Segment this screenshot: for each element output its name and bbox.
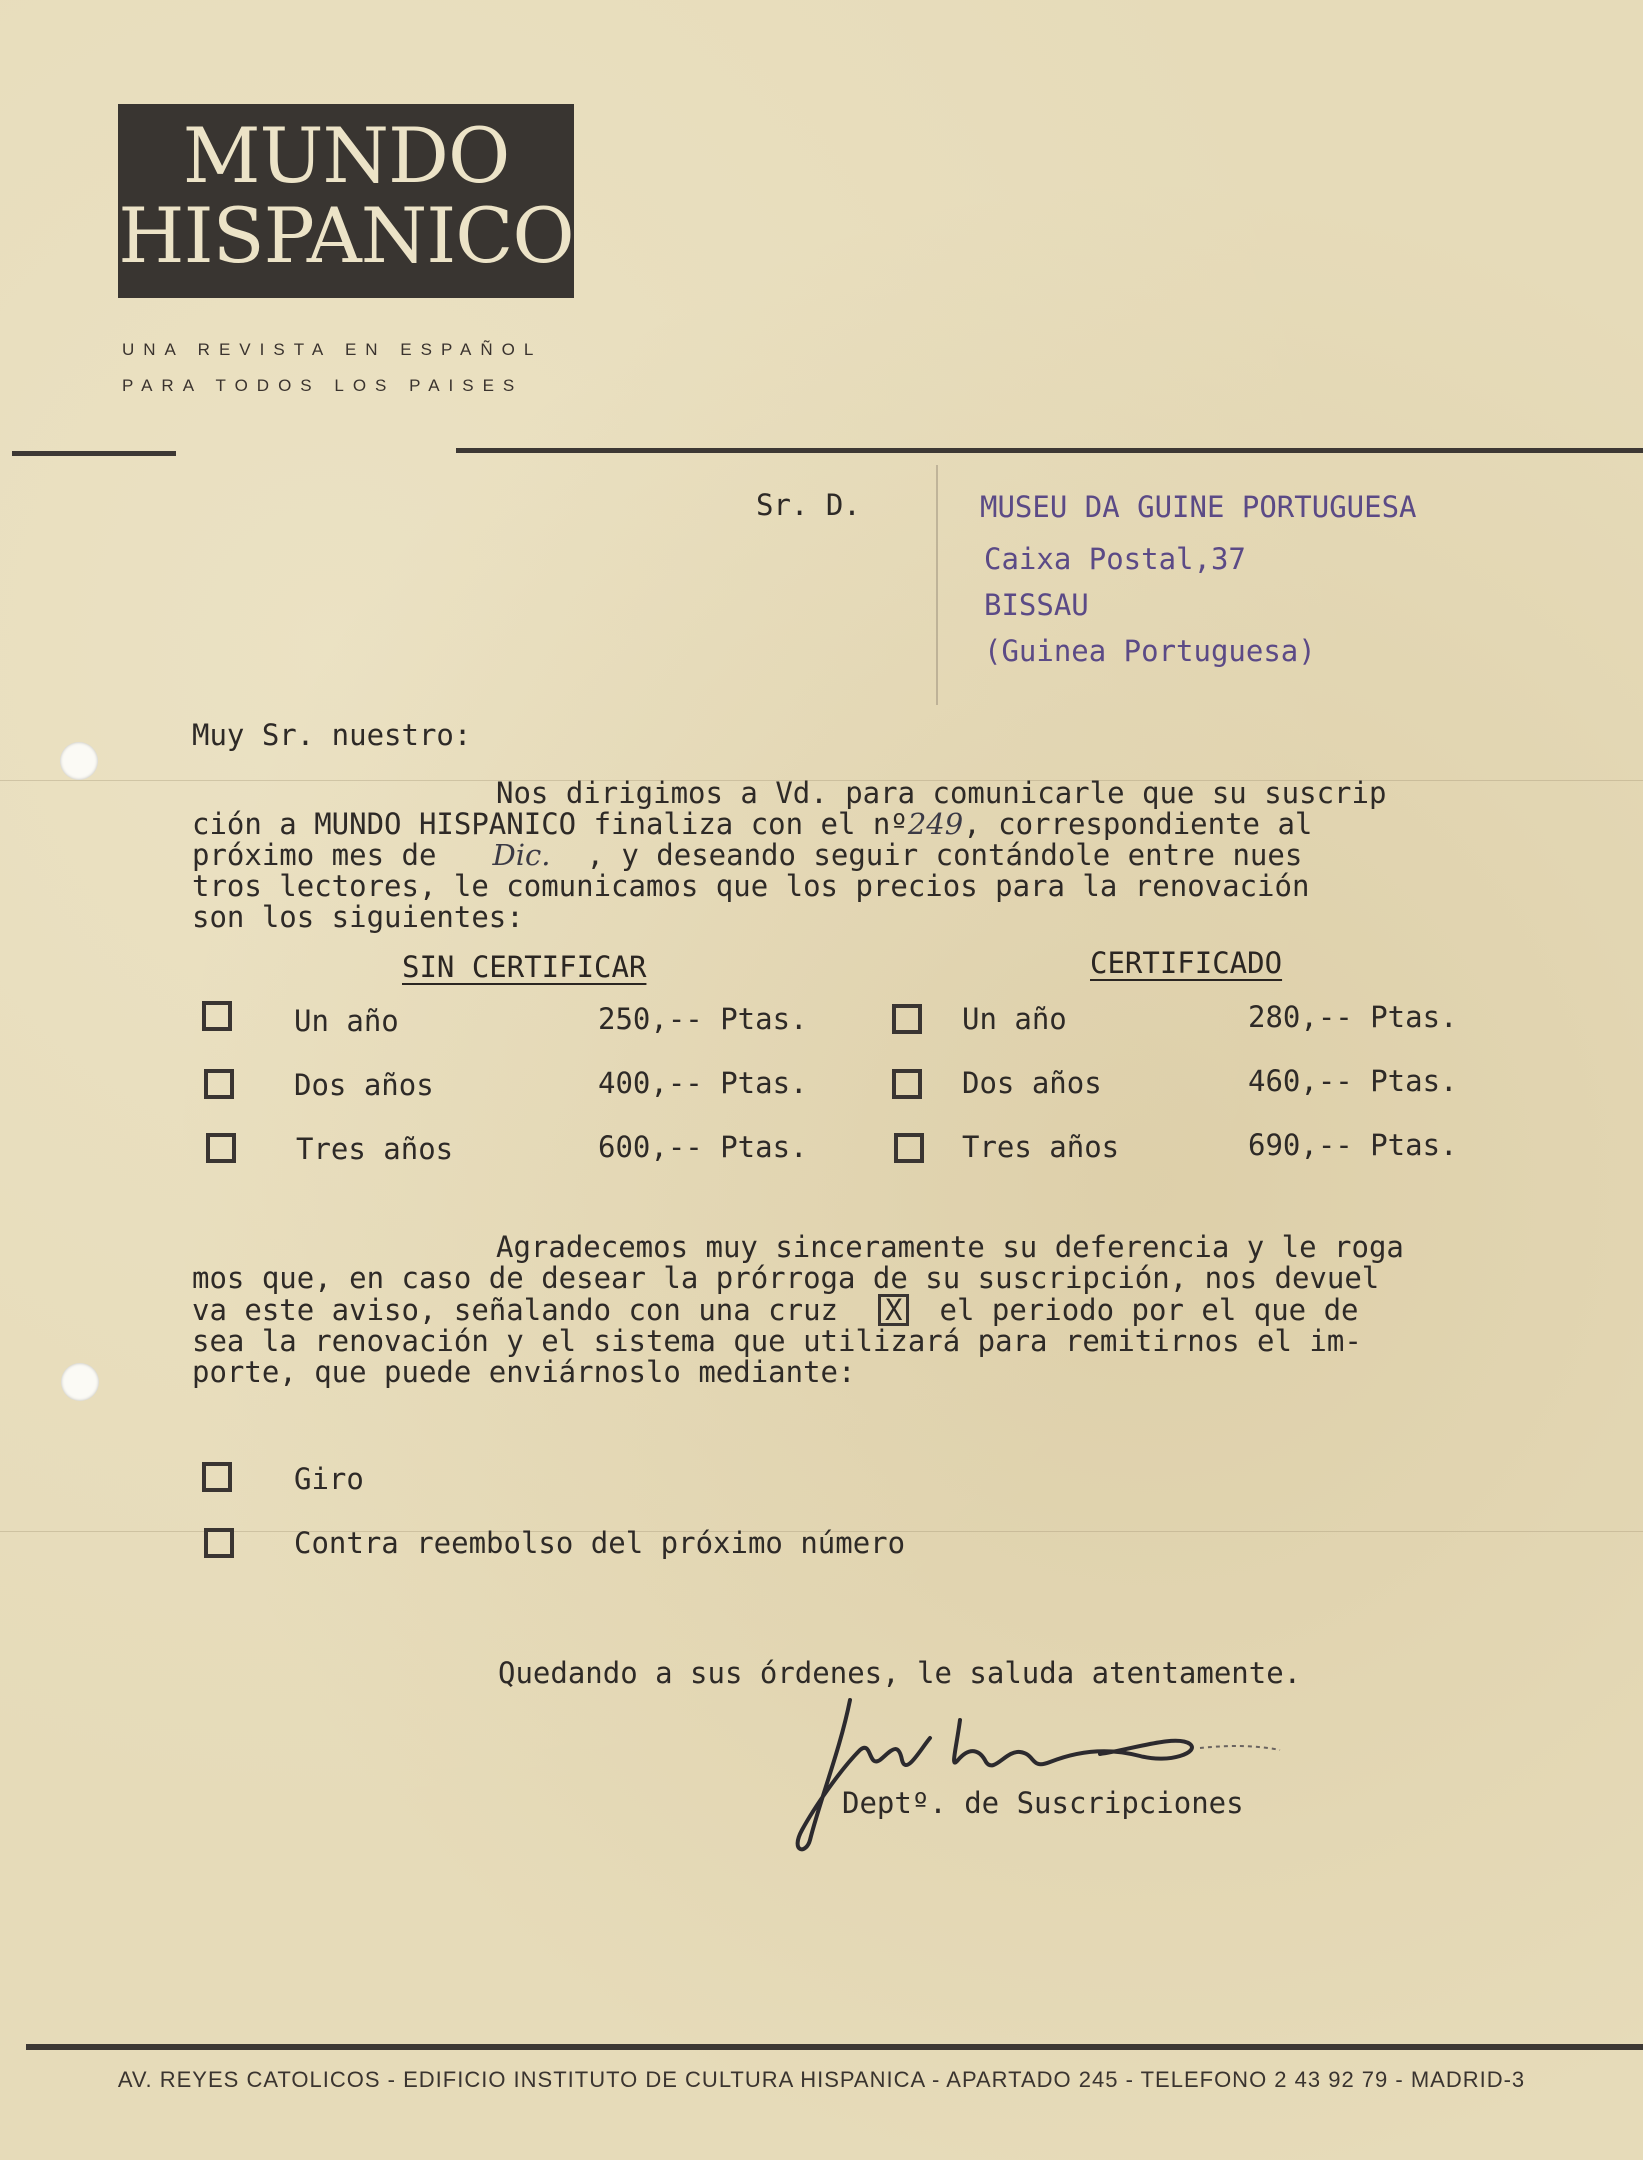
address-divider [936,465,938,705]
row3-price2: 690,-- Ptas. [1248,1128,1458,1162]
row1-label2: Un año [962,1002,1067,1036]
logo-title-line1: MUNDO [182,111,510,200]
p2-line3-a: va este aviso, señalando con una cruz [192,1293,839,1327]
tagline-line1: UNA REVISTA EN ESPAÑOL [122,340,543,359]
p1-line2 [192,809,1572,840]
p1-line3-b: , y deseando seguir contándole entre nues [586,838,1303,872]
row1-label1: Un año [294,1004,399,1038]
header-sin-certificar: SIN CERTIFICAR [402,950,647,984]
header-certificado: CERTIFICADO [1090,946,1283,980]
cross-example-box: X [878,1294,909,1326]
checkbox-cert-dos-anos[interactable] [892,1069,922,1099]
masthead-logo [118,104,574,298]
punch-hole-bottom [61,1363,99,1401]
checkbox-cert-tres-anos[interactable] [894,1133,924,1163]
header-rule-left [12,451,176,456]
row2-label1: Dos años [294,1068,434,1102]
closing-line: Quedando a sus órdenes, le saluda atentamente. [498,1656,1302,1690]
tagline-line2: PARA TODOS LOS PAISES [122,376,524,395]
p1-line2-b: , correspondiente al [963,807,1313,841]
p1-line1: Nos dirigimos a Vd. para comunicarle que su suscrip [496,776,1387,810]
header-rule-right [456,448,1643,453]
checkbox-contra-reembolso[interactable] [204,1528,234,1558]
checkbox-sin-cert-dos-anos[interactable] [204,1069,234,1099]
checkbox-giro[interactable] [202,1462,232,1492]
p2-line4: sea la renovación y el sistema que utilizará para remitirnos el im- [192,1324,1362,1358]
p2-line3 [192,1294,1572,1326]
row3-price1: 600,-- Ptas. [598,1130,808,1164]
row2-price2: 460,-- Ptas. [1248,1064,1458,1098]
p1-line2-a: ción a MUNDO HISPANICO finaliza con el nº [192,807,908,841]
p1-line3-a: próximo mes de [192,838,437,872]
p2-line5: porte, que puede enviárnoslo mediante: [192,1355,856,1389]
row1-price1: 250,-- Ptas. [598,1002,808,1036]
checkbox-sin-cert-un-ano[interactable] [202,1001,232,1031]
p2-line1: Agradecemos muy sinceramente su deferencia y le roga [496,1230,1404,1264]
footer-address: AV. REYES CATOLICOS - EDIFICIO INSTITUTO DE CULTURA HISPANICA - APARTADO 245 - TELEFONO 2 43 92 79 - MADRID-3 [117,2067,1526,2092]
footer-rule [26,2044,1643,2050]
issue-number: 249 [907,807,964,841]
recipient-line3: BISSAU [984,588,1089,622]
p1-line4: tros lectores, le comunicamos que los precios para la renovación [192,869,1310,903]
checkbox-cert-un-ano[interactable] [892,1004,922,1034]
paragraph-instructions [192,1232,1572,1388]
recipient-line1: MUSEU DA GUINE PORTUGUESA [980,490,1417,524]
row3-label2: Tres años [962,1130,1120,1164]
row3-label1: Tres años [296,1132,454,1166]
checkbox-sin-cert-tres-anos[interactable] [206,1133,236,1163]
p1-line3 [192,840,1572,871]
recipient-line4: (Guinea Portuguesa) [984,634,1316,668]
row1-price2: 280,-- Ptas. [1248,1000,1458,1034]
signature-scribble [780,1690,1300,1860]
paragraph-intro [192,778,1572,933]
recipient-prefix: Sr. D. [756,488,861,522]
p2-line2: mos que, en caso de desear la prórroga de su suscripción, nos devuel [192,1261,1380,1295]
logo-title-line2: HISPANICO [118,191,574,280]
greeting: Muy Sr. nuestro: [192,718,472,752]
row2-price1: 400,-- Ptas. [598,1066,808,1100]
recipient-line2: Caixa Postal,37 [984,542,1246,576]
department-signature-line: Deptº. de Suscripciones [842,1786,1244,1820]
p1-line5: son los siguientes: [192,900,524,934]
row2-label2: Dos años [962,1066,1102,1100]
payment-option-giro: Giro [294,1462,364,1496]
month-handwritten: Dic. [492,838,551,872]
p2-line3-b: el periodo por el que de [939,1293,1359,1327]
punch-hole-top [60,742,98,780]
payment-option-contra-reembolso: Contra reembolso del próximo número [294,1526,906,1560]
